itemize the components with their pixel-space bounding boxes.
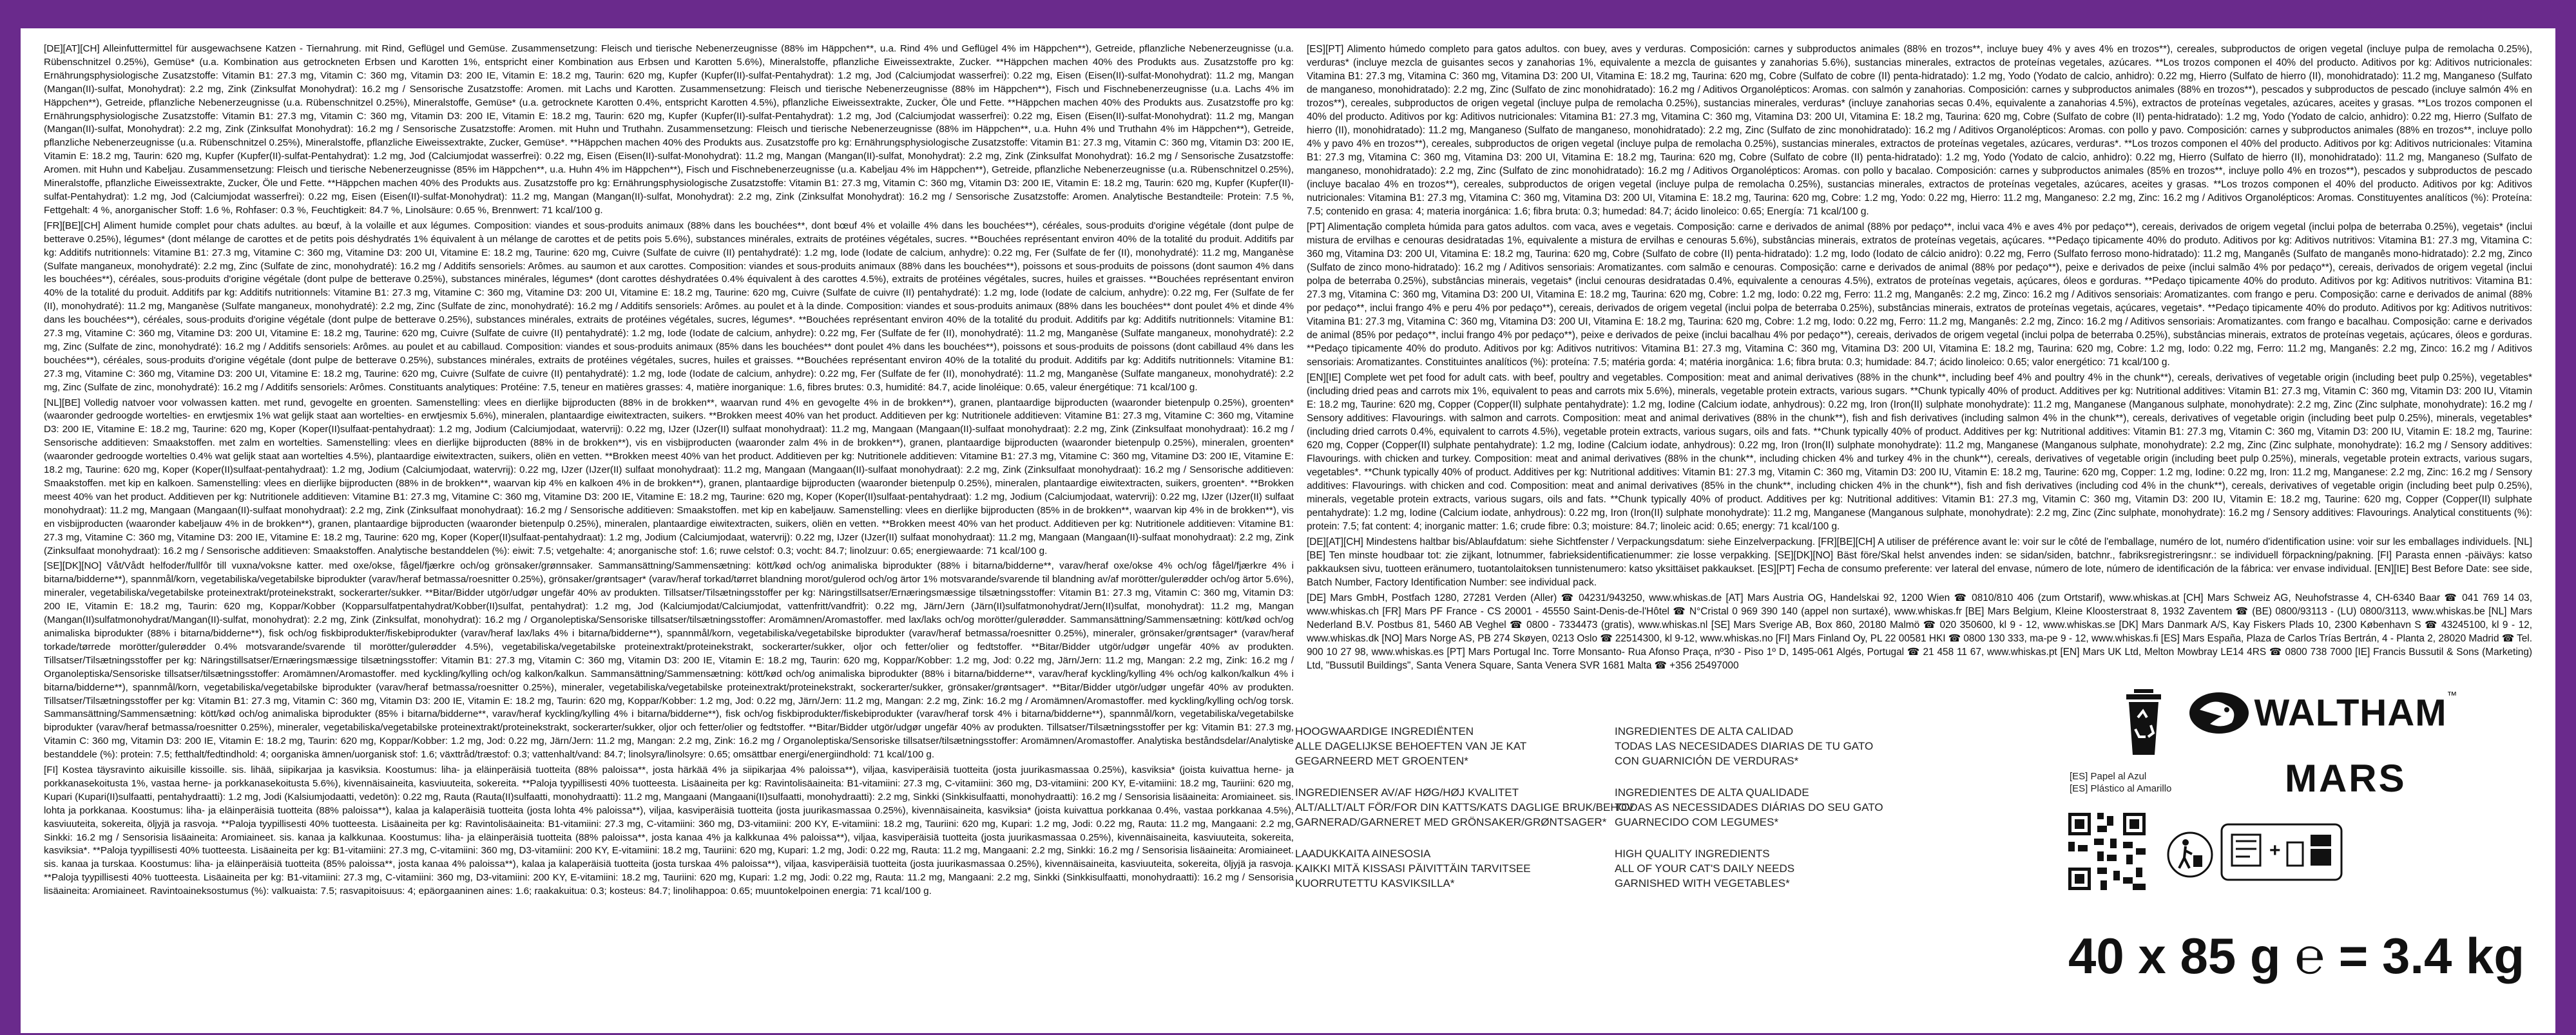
right-text-column: [1307, 43, 2532, 671]
text-block-en: [EN][IE] Complete wet pet food for adult cats. with beef, poultry and vegetables. Composition: meat and animal derivatives (88% in the chunk**, including beef 4% and poultry 4% in the chunk**), cereals, derivatives of vegetable origin (including beet pulp 0.25%), vegetables* (including dried peas and carrots mix 1%, equivalent to peas and carrots mix 5.6%), minerals, vegetable protein extracts, various sugars. **Chunk typically 40% of product. Additives per kg: Nutritional additives: Vitamin B1: 27.3 mg, Vitamin C: 360 mg, Vitamin D3: 200 IU, Vitamin E: 18.2 mg, Taurine: 620 mg, Copper (Copper(II) sulphate pentahydrate): 1.2 mg, Iodine (Calcium iodate, anhydrous): 0.22 mg, Iron (Iron(II) sulphate monohydrate): 11.2 mg, Manganese (Manganous sulphate, monohydrate): 2.2 mg, Zinc (Zinc sulphate, monohydrate): 16.2 mg / Sensory additives: Flavourings. with salmon and carrots. Composition: meat and animal derivatives (88% in the chunk**), fish and fish derivatives (including salmon 4% in the chunk**), cereals, derivatives of vegetable origin (including beet pulp 0.25%), minerals, vegetables* (including dried carrots 0.4%, equivalent to carrots 4.5%), vegetable protein extracts, various sugars, oils and fats. **Chunk typically 40% of product. Additives per kg: Nutritional additives: Vitamin B1: 27.3 mg, Vitamin C: 360 mg, Vitamin D3: 200 IU, Vitamin E: 18.2 mg, Taurine: 620 mg, Copper (Copper(II) sulphate pentahydrate): 1.2 mg, Iodine (Calcium iodate, anhydrous): 0.22 mg, Iron (Iron(II) sulphate monohydrate): 11.2 mg, Manganese (Manganous sulphate, monohydrate): 2.2 mg, Zinc (Zinc sulphate, monohydrate): 16.2 mg / Sensory additives: Flavourings. with chicken and turkey. Composition: meat and animal derivatives (88% in the chunk**, including chicken 4% and turkey 4% in the chunk**), cereals, derivatives of vegetable origin (including beet pulp 0.25%), minerals, vegetable protein extracts, various sugars, vegetables*. **Chunk typically 40% of product. Additives per kg: Nutritional additives: Vitamin B1: 27.3 mg, Vitamin C: 360 mg, Vitamin D3: 200 IU, Vitamin E: 18.2 mg, Taurine: 620 mg, Copper: 1.2 mg, Iodine: 0.22 mg, Iron: 11.2 mg, Manganese: 2.2 mg, Zinc: 16.2 mg / Sensory additives: Flavourings. with chicken and cod. Composition: meat and animal derivatives (85% in the chunk**, including chicken 4% in the chunk**), fish and fish derivatives (including cod 4% in the chunk**), cereals, derivatives of vegetable origin (including beet pulp 0.25%), minerals, vegetable protein extracts, various sugars, oils and fats. **Chunk typically 40% of product. Additives per kg: Nutritional additives: Vitamin B1: 27.3 mg, Vitamin C: 360 mg, Vitamin D3: 200 IU, Vitamin E: 18.2 mg, Taurine: 620 mg, Copper (Copper(II) sulphate pentahydrate): 1.2 mg, Iodine (Calcium iodate, anhydrous): 0.22 mg, Iron (Iron(II) sulphate monohydrate): 11.2 mg, Manganese (Manganous sulphate, monohydrate): 2.2 mg, Zinc (Zinc sulphate, monohydrate): 16.2 mg / Sensory additives: Flavourings. Analytical constituents (%): protein: 7.5; fat content: 4; inorganic matter: 1.6; crude fibre: 0.3; moisture: 84.7; linoleic acid: 0.65; energy: 71 kcal/100 g.: [1307, 372, 2532, 532]
recycling-paper-label: [ES] Papel al Azul: [2070, 771, 2147, 782]
text-block-fi: [FI] Kostea täysravinto aikuisille kissoille. sis. lihää, siipikarjaa ja kasviksia. Koostumus: liha- ja eläinperäisiä tuotteita (88% paloissa**, josta härkää 4% ja siipikarjaa 4% paloissa**), viljaa, kasviperäisiä tuotteita (josta juurikasmassaa 0.25%), kasviksia* (joista kuivattua herne- ja porkkanasekoitusta 1%, vastaa herne- ja porkkanasekoitusta 5.6%), kivennäisaineita, kasviuuteita, sokereita. **Paloja tyypillisesti 40% tuotteesta. Lisäaineita per kg: Ravintolisäaineita: B1-vitamiini: 27.3 mg, C-vitamiini: 360 mg, D3-vitamiini: 200 KY, E-vitamiini: 18.2 mg, Tauriini: 620 mg, Kupari (Kupari(II)sulfaatti, pentahydraatti): 1.2 mg, Jodi (Kalsiumjodaatti, vedetön): 0.22 mg, Rauta (Rauta(II)sulfaatti, monohydraatti): 11.2 mg, Mangaani (Mangaani(II)sulfaatti, monohydraatti): 2.2 mg, Sinkki (Sinkkisulfaatti, monohydraatti): 16.2 mg / Sensorisia lisäaineita: Aromiaineet. sis. lohta ja porkkanaa. Koostumus: liha- ja eläinperäisiä tuotteita (88% paloissa**), kalaa ja kalaperäisiä tuotteita (josta lohta 4% paloissa**), viljaa, kasviperäisiä tuotteita (josta juurikasmassaa 0.25%), kivennäisaineita, kasviksia* (joista kuivattua porkkanaa 0.4%, vastaa porkkanaa 4.5%), kasviuuteita, sokereita, öljyjä ja rasvoja. **Paloja tyypillisesti 40% tuotteesta. Lisäaineita per kg: Ravintolisäaineita: B1-vitamiini: 27.3 mg, C-vitamiini: 360 mg, D3-vitamiini: 200 KY, E-vitamiini: 18.2 mg, Tauriini: 620 mg, Kupari: 1.2 mg, Jodi: 0.22 mg, Rauta: 11.2 mg, Mangaani: 2.2 mg, Sinkki: 16.2 mg / Sensorisia lisäaineita: Aromiaineet. sis. kanaa ja kalkkunaa. Koostumus: liha- ja eläinperäisiä tuotteita (88% paloissa**, josta kanaa 4% ja kalkkunaa 4% paloissa**), viljaa, kasviperäisiä tuotteita (josta juurikasmassaa 0.25%), kivennäisaineita, kasviuuteita, sokereita, kasviksia*. **Paloja tyypillisesti 40% tuotteesta. Lisäaineita per kg: B1-vitamiini: 27.3 mg, C-vitamiini: 360 mg, D3-vitamiini: 200 KY, E-vitamiini: 18.2 mg, Tauriini: 620 mg, Kupari: 1.2 mg, Jodi: 0.22 mg, Rauta: 11.2 mg, Mangaani: 2.2 mg, Sinkki: 16.2 mg / Sensorisia lisäaineita: Aromiaineet. sis. kanaa ja turskaa. Koostumus: liha- ja eläinperäisiä tuotteita (85% paloissa**, josta kanaa 4% paloissa**), kalaa ja kalaperäisiä tuotteita (josta turskaa 4% paloissa**), viljaa, kasviperäisiä tuotteita (josta juurikasmassaa 0.25%), kivennäisaineita, kasviuuteita, sokereita, öljyjä ja rasvoja. **Paloja tyypillisesti 40% tuotteesta. Lisäaineita per kg: B1-vitamiini: 27.3 mg, C-vitamiini: 360 mg, D3-vitamiini: 200 KY, E-vitamiini: 18.2 mg, Tauriini: 620 mg, Kupari: 1.2 mg, Jodi: 0.22 mg, Rauta: 11.2 mg, Mangaani: 2.2 mg, Sinkki (Sinkkisulfaatti, monohydraatti): 16.2 mg / Sensorisia lisäaineita: Aromiaineet. Ravintoaineksostumus (%): valkuaista: 7.5; rasvapitoisuus: 4; epäorgaaninen aines: 1.6; raakakuitua: 0.3; kosteus: 84.7; linolihappoa: 0.65; muuntokelpoinen energia: 71 kcal/100 g.: [44, 764, 1294, 897]
recycling-labels: [2070, 770, 2171, 795]
benefit-line: HIGH QUALITY INGREDIENTS: [1615, 848, 1770, 860]
benefits-group: [1615, 785, 2027, 830]
estimated-sign-icon: ℮: [2294, 927, 2325, 984]
benefit-line: GARNISHED WITH VEGETABLES*: [1615, 877, 1790, 889]
waltham-wordmark: WALTHAM: [2254, 692, 2447, 734]
tidyman-icon: [2166, 831, 2214, 878]
benefit-line: INGREDIENTES DE ALTA QUALIDADE: [1615, 786, 1809, 799]
qr-code-icon: [2068, 813, 2146, 890]
benefit-line: CON GUARNICIÓN DE VERDURAS*: [1615, 755, 1799, 767]
text-block-nl: [NL][BE] Volledig natvoer voor volwassen katten. met rund, gevogelte en groenten. Samenstelling: vlees en dierlijke bijproducten (88% in de brokken**, waarvan rund 4% en gevogelte 4% in de brokken**), granen, plantaardige bijproducten (waaronder bietenpulp 0.25%), groenten* (waaronder gedroogde wortelties- en erwtjesmix 1% wat gelijk staat aan wortelties- en erwtjesmix 5.6%), mineralen, plantaardige eiwitextracten, suikers. **Brokken meest 40% van het product. Additieven per kg: Nutritionele additieven: Vitamine B1: 27.3 mg, Vitamine C: 360 mg, Vitamine D3: 200 IE, Vitamine E: 18.2 mg, Taurine: 620 mg, Koper (Koper(II)sulfaat-pentahydraat): 1.2 mg, Jodium (Calciumjodaat, watervrij): 0.22 mg, IJzer (IJzer(II) sulfaat monohydraat): 11.2 mg, Mangaan (Mangaan(II)-sulfaat monohydraat): 2.2 mg, Zink (Zinksulfaat monohydraat): 16.2 mg / Sensorische additieven: Smaakstoffen. met zalm en wortelties. Samenstelling: vlees en dierlijke bijproducten (88% in de brokken**), vis en visbijproducten (waaronder zalm 4% in de brokken**), granen, plantaardige bijproducten (waaronder bietenpulp 0.25%), mineralen, groenten* (waaronder gedroogde wortelties 0.4% wat gelijk staat aan wortelties 4.5%), plantaardige eiwitextracten, suikers, oliën en vetten. **Brokken meest 40% van het product. Additieven per kg: Nutritionele additieven: Vitamine B1: 27.3 mg, Vitamine C: 360 mg, Vitamine D3: 200 IE, Vitamine E: 18.2 mg, Taurine: 620 mg, Koper (Koper(II)sulfaat-pentahydraat): 1.2 mg, Jodium (Calciumjodaat, watervrij): 0.22 mg, IJzer (IJzer(II) sulfaat monohydraat): 11.2 mg, Mangaan (Mangaan(II)-sulfaat monohydraat): 2.2 mg, Zink (Zinksulfaat monohydraat): 16.2 mg / Sensorische additieven: Smaakstoffen. met kip en kalkoen. Samenstelling: vlees en dierlijke bijproducten (88% in de brokken**, waarvan kip 4% en kalkoen 4% in de brokken**), granen, plantaardige bijproducten (waaronder bietenpulp 0.25%), mineralen, plantaardige eiwitextracten, suikers, groenten*. **Brokken meest 40% van het product. Additieven per kg: Nutritionele additieven: Vitamine B1: 27.3 mg, Vitamine C: 360 mg, Vitamine D3: 200 IE, Vitamine E: 18.2 mg, Taurine: 620 mg, Koper (Koper(II)sulfaat-pentahydraat): 1.2 mg, Jodium (Calciumjodaat, watervrij): 0.22 mg, IJzer (IJzer(II) sulfaat monohydraat): 11.2 mg, Mangaan (Mangaan(II)-sulfaat monohydraat): 2.2 mg, Zink (Zinksulfaat monohydraat): 16.2 mg / Sensorische additieven: Smaakstoffen. met kip en kabeljauw. Samenstelling: vlees en dierlijke bijproducten (85% in de brokken**, waarvan kip 4% in de brokken**), vis en visbijproducten (waaronder kabeljauw 4% in de brokken**), granen, plantaardige bijproducten (waaronder bietenpulp 0.25%), mineralen, plantaardige eiwitextracten, suikers, oliën en vetten. **Brokken meest 40% van het product. Additieven per kg: Nutritionele additieven: Vitamine B1: 27.3 mg, Vitamine C: 360 mg, Vitamine D3: 200 IE, Vitamine E: 18.2 mg, Taurine: 620 mg, Koper (Koper(II)sulfaat-pentahydraat): 1.2 mg, Jodium (Calciumjodaat, watervrij): 0.22 mg, IJzer (IJzer(II) sulfaat monohydraat): 11.2 mg, Mangaan (Mangaan(II)-sulfaat monohydraat): 2.2 mg, Zink (Zinksulfaat monohydraat): 16.2 mg / Sensorische additieven: Smaakstoffen. Analytische bestanddelen (%): eiwit: 7.5; vetgehalte: 4; anorganische stof: 1.6; ruwe celstof: 0.3; vocht: 84.7; linolzuur: 0.65; energiewaarde: 71 kcal/100 g.: [44, 397, 1294, 556]
net-quantity: [2068, 927, 2524, 985]
waltham-emblem-icon: [2187, 690, 2251, 736]
recycle-bin-icon: [2121, 688, 2166, 759]
text-block-pt: [PT] Alimentação completa húmida para gatos adultos. com vaca, aves e vegetais. Composição: carne e derivados de animal (88% por pedaço**, inclui vaca 4% e aves 4% por pedaço**), cereais, derivados de origem vegetal (inclui polpa de beterraba 0.25%), vegetais* (inclui mistura de ervilhas e cenouras desidratadas 1%, equivalente a mistura de ervilhas e cenouras 5.6%), substâncias minerais, extratos de proteínas vegetais, açúcares. **Pedaço tipicamente 40% do produto. Aditivos por kg: Aditivos nutritivos: Vitamina B1: 27.3 mg, Vitamina C: 360 mg, Vitamina D3: 200 UI, Vitamina E: 18.2 mg, Taurina: 620 mg, Cobre (Sulfato de cobre (II) penta-hidratado): 1.2 mg, Iodo (Iodato de cálcio anidro): 0.22 mg, Ferro (Sulfato ferroso mono-hidratado): 11.2 mg, Manganês (Sulfato de manganês mono-hidratado): 2.2 mg, Zinco (Sulfato de zinco mono-hidratado): 16.2 mg / Aditivos sensoriais: Aromatizantes. com salmão e cenouras. Composição: carne e derivados de animal (88% por pedaço**), peixe e derivados de peixe (inclui salmão 4% por pedaço**), cereais, derivados de origem vegetal (inclui polpa de beterraba 0.25%), substâncias minerais, vegetais* (inclui cenouras desidratadas 0.4%, equivalente a cenouras 4.5%), extratos de proteínas vegetais, açúcares, óleos e gorduras. **Pedaço tipicamente 40% do produto. Aditivos por kg: Aditivos nutritivos: Vitamina B1: 27.3 mg, Vitamina C: 360 mg, Vitamina D3: 200 UI, Vitamina E: 18.2 mg, Taurina: 620 mg, Cobre: 1.2 mg, Iodo: 0.22 mg, Ferro: 11.2 mg, Manganês: 2.2 mg, Zinco: 16.2 mg / Aditivos sensoriais: Aromatizantes. com frango e peru. Composição: carne e derivados de animal (88% por pedaço**, inclui frango 4% e peru 4% por pedaço**), cereais, derivados de origem vegetal (inclui polpa de beterraba 0.25%), substâncias minerais, extratos de proteínas vegetais, açúcares, vegetais*. **Pedaço tipicamente 40% do produto. Aditivos por kg: Aditivos nutritivos: Vitamina B1: 27.3 mg, Vitamina C: 360 mg, Vitamina D3: 200 UI, Vitamina E: 18.2 mg, Taurina: 620 mg, Cobre: 1.2 mg, Iodo: 0.22 mg, Ferro: 11.2 mg, Manganês: 2.2 mg, Zinco: 16.2 mg / Aditivos sensoriais: Aromatizantes. com frango e bacalhau. Composição: carne e derivados de animal (85% por pedaço**, inclui frango 4% por pedaço**), peixe e derivados de peixe (inclui bacalhau 4% por pedaço**), cereais, derivados de origem vegetal (inclui polpa de beterraba 0.25%), substâncias minerais, extratos de proteínas vegetais, açúcares, óleos e gorduras. **Pedaço tipicamente 40% do produto. Aditivos por kg: Aditivos nutritivos: Vitamina B1: 27.3 mg, Vitamina C: 360 mg, Vitamina D3: 200 UI, Vitamina E: 18.2 mg, Taurina: 620 mg, Cobre: 1.2 mg, Iodo: 0.22 mg, Ferro: 11.2 mg, Manganês: 2.2 mg, Zinco: 16.2 mg / Aditivos sensoriais: Aromatizantes. Constituintes analíticos (%): proteína: 7.5; matéria gorda: 4; matéria inorgânica: 1.6; fibra bruta: 0.3; humidade: 84.7; ácido linoleico: 0.65; valor energético: 71 kcal/100 g.: [1307, 222, 2532, 368]
benefit-line: GUARNECIDO COM LEGUMES*: [1615, 816, 1779, 828]
trademark-symbol: ™: [2446, 690, 2457, 701]
benefit-line: ALLE DAGELIJKSE BEHOEFTEN VAN JE KAT: [1295, 740, 1527, 752]
recycling-plastic-label: [ES] Plástico al Amarillo: [2070, 783, 2172, 794]
net-quantity-total: = 3.4 kg: [2338, 927, 2525, 984]
sorting-info-icon: [2220, 823, 2343, 881]
net-quantity-pack: 40 x 85 g: [2068, 927, 2281, 984]
benefit-line: KUORRUTETTU KASVIKSILLA*: [1295, 877, 1455, 889]
label-sheet: [21, 28, 2555, 1033]
benefits-column-b: [1615, 724, 2027, 891]
benefit-line: KAIKKI MITÄ KISSASI PÄIVITTÄIN TARVITSEE: [1295, 862, 1531, 875]
left-text-column: [44, 43, 1294, 1009]
benefit-line: GEGARNEERD MET GROENTEN*: [1295, 755, 1468, 767]
best-before-block: [DE][AT][CH] Mindestens haltbar bis/Ablaufdatum: siehe Sichtfenster / Verpackungsdatum: siehe Einzelverpackung. [FR][BE][CH] A utiliser de préférence avant le: voir sur le côté de l'emballage, numéro de lot, numéro d'identification usine: voir sur les emballages individuels. [NL][BE] Ten minste houdbaar tot: zie zijkant, lotnummer, fabrieksidentificatienummer: zie losse verpakking. [SE][DK][NO] Bäst före/Skal helst anvendes inden: se sidan/siden, batchnr., fabriksregistreringsnr.: se individuell förpackning/pakning. [FI] Parasta ennen -päiväys: katso pakkauksen sivu, tuotteen eränumero, tuotantolaitoksen tunnistenumero: katso yksittäiset pakkaukset. [ES][PT] Fecha de consumo preferente: ver lateral del envase, número de lote, número de identificación de la fábrica: ver envase individual. [EN][IE] Best Before Date: see side, Batch Number, Factory Identification Number: see individual pack.: [1307, 536, 2532, 588]
benefit-line: HOOGWAARDIGE INGREDIËNTEN: [1295, 725, 1474, 737]
svg-text:+: +: [2269, 840, 2281, 861]
text-block-se-dk-no: [SE][DK][NO] Våt/Vådt helfoder/fullfôr till vuxna/voksne katter. med oxe/okse, fågel/fjærkre och/og grönsaker/grønnsaker. Sammansättning/Sammensætning: kött/kød och/og animaliska biprodukter (88% i bitarna/bidderne**, varav/heraf oxe/okse 4% och/og fågel/fjærkre 4% i bitarna/bidderne**), spannmål/korn, vegetabiliska/vegetabilske biprodukter (varav/heraf betmassa/roesnitter 0.25%), grönsaker/grøntsager* (varav/heraf torkad/tørret blandning morot/gulerod och/og ärtor 1% motsvarande/svarende til blandning av/af morötter/gulerødder och/og ärtor 5.6%), mineraler, vegetabiliska/vegetabilske proteinextrakt/proteinekstrakt, sockerarter/sukker. **Bitar/Bidder utgör/udgør ungefär 40% av produkten. Tillsatser/Tilsætningsstoffer per kg: Näringstillsatser/Ernæringsmæssige tilsætningsstoffer: Vitamin B1: 27.3 mg, Vitamin C: 360 mg, Vitamin D3: 200 IE, Vitamin E: 18.2 mg, Taurin: 620 mg, Koppar/Kobber (Kopparsulfatpentahydrat/Kobber(II)sulfat, pentahydrat): 1.2 mg, Jod (Kalciumjodat/Calciumjodat, vattenfritt/vandfrit): 0.22 mg, Järn/Jern (Järn(II)sulfatmonohydrat/Jern(II)sulfat, monohydrat): 11.2 mg, Mangan (Mangan(II)sulfatmonohydrat/Mangan(II)-sulfat, monohydrat): 2.2 mg, Zink (Zinksulfat, monohydrat): 16.2 mg / Organoleptiska/Sensoriske tillsatser/tilsætningsstoffer: Aromämnen/Aromastoffer. med lax/laks och/og morötter/gulerødder. Sammansättning/Sammensætning: kött/kød och/og animaliska biprodukter (88% i bitarna/bidderne**), fisk och/og fiskbiprodukter/fiskebiprodukter (varav/heraf lax/laks 4% i bitarna/bidderne**), spannmål/korn, vegetabiliska/vegetabilske biprodukter (varav/heraf betmassa/roesnitter 0.25%), mineraler, grönsaker/grøntsager* (varav/heraf torkade/tørrede morötter/gulerødder 0.4% motsvarande/svarende til morötter/gulerødder 4.5%), vegetabiliska/vegetabilske proteinextrakt/proteinekstrakt, sockerarter/sukker, oljor och fetter/olier og fedtstoffer. **Bitar/Bidder utgör/udgør ungefär 40% av produkten. Tillsatser/Tilsætningsstoffer per kg: Näringstillsatser/Ernæringsmæssige tilsætningsstoffer: Vitamin B1: 27.3 mg, Vitamin C: 360 mg, Vitamin D3: 200 IE, Vitamin E: 18.2 mg, Taurin: 620 mg, Koppar/Kobber: 1.2 mg, Jod: 0.22 mg, Järn/Jern: 11.2 mg, Mangan: 2.2 mg, Zink: 16.2 mg / Organoleptiska/Sensoriske tillsatser/tilsætningsstoffer: Aromämnen/Aromastoffer. med kyckling/kylling och/og kalkon/kalkun. Sammansättning/Sammensætning: kött/kød och/og animaliska biprodukter (88% i bitarna/bidderne**, varav/heraf kyckling/kylling 4% och/og kalkon/kalkun 4% i bitarna/bidderne**), spannmål/korn, vegetabiliska/vegetabilske biprodukter (varav/heraf betmassa/roesnitter 0.25%), mineraler, vegetabiliska/vegetabilske proteinextrakt/proteinekstrakt, sockerarter/sukker, grönsaker/grøntsager*. **Bitar/Bidder utgör/udgør ungefär 40% av produkten. Tillsatser/Tilsætningsstoffer per kg: Vitamin B1: 27.3 mg, Vitamin C: 360 mg, Vitamin D3: 200 IE, Vitamin E: 18.2 mg, Taurin: 620 mg, Koppar/Kobber: 1.2 mg, Jod: 0.22 mg, Järn/Jern: 11.2 mg, Mangan: 2.2 mg, Zink: 16.2 mg / Aromämnen/Aromastoffer. med kyckling/kylling och/og torsk. Sammansättning/Sammensætning: kött/kød och/og animaliska biprodukter (85% i bitarna/bidderne**, varav/heraf kyckling/kylling 4% i bitarna/bidderne**), fisk och/og fiskbiprodukter/fiskebiprodukter (varav/heraf torsk 4% i bitarna/bidderne**), spannmål/korn, vegetabiliska/vegetabilske biprodukter (varav/heraf betmassa/roesnitter 0.25%), mineraler, vegetabiliska/vegetabilske proteinextrakt/proteinekstrakt, sockerarter/sukker, oljor och fetter/olier og fedtstoffer. **Bitar/Bidder utgör/udgør ungefär 40% av produkten. Tillsatser/Tilsætningsstoffer per kg: Vitamin B1: 27.3 mg, Vitamin C: 360 mg, Vitamin D3: 200 IE, Vitamin E: 18.2 mg, Taurin: 620 mg, Koppar/Kobber: 1.2 mg, Jod: 0.22 mg, Järn/Jern: 11.2 mg, Mangan: 2.2 mg, Zink: 16.2 mg / Organoleptiska/Sensoriske tillsatser/tilsætningsstoffer: Aromämnen/Aromastoffer. Analytiska beståndsdelar/Analytiske bestanddele (%): protein: 7.5; fetthalt/fedtindhold: 4; oorganiska ämnen/uorganisk stof: 1.6; växttråd/træstof: 0.3; vattenhalt/vand: 84.7; linolsyra/linolsyre: 0.65; omsättbar energi/energiindhold: 71 kcal/100 g.: [44, 560, 1294, 761]
benefit-line: TODAS AS NECESSIDADES DIÁRIAS DO SEU GATO: [1615, 801, 1883, 813]
benefit-line: INGREDIENTES DE ALTA CALIDAD: [1615, 725, 1794, 737]
mars-logo: MARS: [2285, 757, 2407, 800]
text-block-es: [ES][PT] Alimento húmedo completo para gatos adultos. con buey, aves y verduras. Composición: carnes y subproductos animales (88% en trozos**, incluye buey 4% y aves 4% en trozos**), cereales, subproductos de origen vegetal (incluye pulpa de remolacha 0.25%), verduras* (incluye mezcla de guisantes secos y zanahorias 1%, equivalente a mezcla de guisantes y zanahorias 5.6%), sustancias minerales, extractos de proteínas vegetales, azúcares. **Los trozos componen el 40% del producto. Aditivos por kg: Aditivos nutricionales: Vitamina B1: 27.3 mg, Vitamina C: 360 mg, Vitamina D3: 200 UI, Vitamina E: 18.2 mg, Taurina: 620 mg, Cobre (Sulfato de cobre (II) penta-hidratado): 1.2 mg, Yodo (Yodato de calcio, anhidro): 0.22 mg, Hierro (Sulfato de hierro (II), monohidratado): 11.2 mg, Manganeso (Sulfato de manganeso, monohidratado): 2.2 mg, Zinc (Sulfato de zinc monohidratado): 16.2 mg / Aditivos Organolépticos: Aromas. con salmón y zanahorias. Composición: carnes y subproductos animales (88% en trozos**), pescados y subproductos de pescado (incluye salmón 4% en trozos**), cereales, subproductos de origen vegetal (incluye pulpa de remolacha 0.25%), sustancias minerales, verduras* (incluye zanahorias secas 0.4%, equivalente a zanahorias 4.5%), extractos de proteínas vegetales, azúcares, aceites y grasas. **Los trozos componen el 40% del producto. Aditivos por kg: Aditivos nutricionales: Vitamina B1: 27.3 mg, Vitamina C: 360 mg, Vitamina D3: 200 UI, Vitamina E: 18.2 mg, Taurina: 620 mg, Cobre (Sulfato de cobre (II) penta-hidratado): 1.2 mg, Yodo (Yodato de calcio, anhidro): 0.22 mg, Hierro (Sulfato de hierro (II), monohidratado): 11.2 mg, Manganeso (Sulfato de manganeso, monohidratado): 2.2 mg, Zinc (Sulfato de zinc monohidratado): 16.2 mg / Aditivos Organolépticos: Aromas. con pollo y pavo. Composición: carnes y subproductos animales (88% en trozos**, incluye pollo 4% y pavo 4% en trozos**), cereales, subproductos de origen vegetal (incluye pulpa de remolacha 0.25%), sustancias minerales, extractos de proteínas vegetales, azúcares, verduras*. **Los trozos componen el 40% del producto. Aditivos por kg: Aditivos nutricionales: Vitamina B1: 27.3 mg, Vitamina C: 360 mg, Vitamina D3: 200 UI, Vitamina E: 18.2 mg, Taurina: 620 mg, Cobre (Sulfato de cobre (II) penta-hidratado): 1.2 mg, Yodo (Yodato de calcio, anhidro): 0.22 mg, Hierro (Sulfato de hierro (II), monohidratado): 11.2 mg, Manganeso (Sulfato de manganeso, monohidratado): 2.2 mg, Zinc (Sulfato de zinc monohidratado): 16.2 mg / Aditivos Organolépticos: Aromas. con pollo y bacalao. Composición: carnes y subproductos animales (85% en trozos**, incluye pollo 4% en trozos**), pescados y subproductos de pescado (incluye bacalao 4% en trozos**), cereales, subproductos de origen vegetal (incluye pulpa de remolacha 0.25%), sustancias minerales, extractos de proteínas vegetales, azúcares, aceites y grasas. **Los trozos componen el 40% del producto. Aditivos por kg: Aditivos nutricionales: Vitamina B1: 27.3 mg, Vitamina C: 360 mg, Vitamina D3: 200 UI, Vitamina E: 18.2 mg, Taurina: 620 mg, Cobre: 1.2 mg, Yodo: 0.22 mg, Hierro: 11.2 mg, Manganeso: 2.2 mg, Zinc: 16.2 mg / Aditivos Organolépticos: Aromas. Constituyentes analíticos (%): Proteína: 7.5; contenido en grasa: 4; materia inorgánica: 1.6; fibra bruta: 0.3; humedad: 84.7; ácido linoleico: 0.65; Energía: 71 kcal/100 g.: [1307, 44, 2532, 217]
text-block-de: [DE][AT][CH] Alleinfuttermittel für ausgewachsene Katzen - Tiernahrung. mit Rind, Geflügel und Gemüse. Zusammensetzung: Fleisch und tierische Nebenerzeugnisse (88% im Häppchen**, u.a. Rind 4% und Geflügel 4% im Häppchen**), Getreide, pflanzliche Nebenerzeugnisse (u.a. Rübenschnitzel 0.25%), Gemüse* (u.a. Kombination aus getrockneten Erbsen und Karotten 1%, entspricht einer Kombination aus Erbsen und Karotten 5.6%), Mineralstoffe, pflanzliche Eiweissextrakte, Zucker. **Häppchen machen 40% des Produkts aus. Zusatzstoffe pro kg: Ernährungsphysiologische Zusatzstoffe: Vitamin B1: 27.3 mg, Vitamin C: 360 mg, Vitamin D3: 200 IE, Vitamin E: 18.2 mg, Taurin: 620 mg, Kupfer (Kupfer(II)-sulfat-Pentahydrat): 1.2 mg, Jod (Calciumjodat wasserfrei): 0.22 mg, Eisen (Eisen(II)-sulfat-Monohydrat): 11.2 mg, Mangan (Mangan(II)-sulfat, Monohydrat): 2.2 mg, Zink (Zinksulfat Monohydrat): 16.2 mg / Sensorische Zusatzstoffe: Aromen. mit Lachs und Karotten. Zusammensetzung: Fleisch und tierische Nebenerzeugnisse (88% im Häppchen**), Fisch und Fischnebenerzeugnisse (u.a. Lachs 4% im Häppchen**), Getreide, pflanzliche Nebenerzeugnisse (u.a. Rübenschnitzel 0.25%), Mineralstoffe, Gemüse* (u.a. getrocknete Karotten 0.4%, entspricht Karotten 4.5%), pflanzliche Eiweissextrakte, Zucker, Öle und Fette. **Häppchen machen 40% des Produkts aus. Zusatzstoffe pro kg: Ernährungsphysiologische Zusatzstoffe: Vitamin B1: 27.3 mg, Vitamin C: 360 mg, Vitamin D3: 200 IE, Vitamin E: 18.2 mg, Taurin: 620 mg, Kupfer (Kupfer(II)-sulfat-Pentahydrat): 1.2 mg, Jod (Calciumjodat wasserfrei): 0.22 mg, Eisen (Eisen(II)-sulfat-Monohydrat): 11.2 mg, Mangan (Mangan(II)-sulfat, Monohydrat): 2.2 mg, Zink (Zinksulfat Monohydrat): 16.2 mg / Sensorische Zusatzstoffe: Aromen. mit Huhn und Truthahn. Zusammensetzung: Fleisch und tierische Nebenerzeugnisse (88% im Häppchen**, u.a. Huhn 4% und Truthahn 4% im Häppchen**), Getreide, pflanzliche Nebenerzeugnisse (u.a. Rübenschnitzel 0.25%), Mineralstoffe, pflanzliche Eiweissextrakte, Zucker, Gemüse*. **Häppchen machen 40% des Produkts aus. Zusatzstoffe pro kg: Ernährungsphysiologische Zusatzstoffe: Vitamin B1: 27.3 mg, Vitamin C: 360 mg, Vitamin D3: 200 IE, Vitamin E: 18.2 mg, Taurin: 620 mg, Kupfer (Kupfer(II)-sulfat-Pentahydrat): 1.2 mg, Jod (Calciumjodat wasserfrei): 0.22 mg, Eisen (Eisen(II)-sulfat-Monohydrat): 11.2 mg, Mangan (Mangan(II)-sulfat, Monohydrat): 2.2 mg, Zink (Zinksulfat Monohydrat): 16.2 mg / Sensorische Zusatzstoffe: Aromen. mit Huhn und Kabeljau. Zusammensetzung: Fleisch und tierische Nebenerzeugnisse (85% im Häppchen**, u.a. Huhn 4% im Häppchen**), Fisch und Fischnebenerzeugnisse (u.a. Kabeljau 4% im Häppchen**), Getreide, pflanzliche Nebenerzeugnisse (u.a. Rübenschnitzel 0.25%), Mineralstoffe, pflanzliche Eiweissextrakte, Zucker, Öle und Fette. **Häppchen machen 40% des Produkts aus. Zusatzstoffe pro kg: Ernährungsphysiologische Zusatzstoffe: Vitamin B1: 27.3 mg, Vitamin C: 360 mg, Vitamin D3: 200 IE, Vitamin E: 18.2 mg, Taurin: 620 mg, Kupfer (Kupfer(II)-sulfat-Pentahydrat): 1.2 mg, Jod (Calciumjodat wasserfrei): 0.22 mg, Eisen (Eisen(II)-sulfat-Monohydrat): 11.2 mg, Mangan (Mangan(II)-sulfat, Monohydrat): 2.2 mg, Zink (Zinksulfat Monohydrat): 16.2 mg / Sensorische Zusatzstoffe: Aromen. Analytische Bestandteile: Protein: 7.5 %, Fettgehalt: 4 %, anorganischer Stoff: 1.6 %, Rohfaser: 0.3 %, Feuchtigkeit: 84.7 %, Linolsäure: 0.65 %, Brennwert: 71 kcal/100 g.: [44, 43, 1294, 216]
benefit-line: TODAS LAS NECESIDADES DIARIAS DE TU GATO: [1615, 740, 1874, 752]
manufacturer-addresses: [DE] Mars GmbH, Postfach 1280, 27281 Verden (Aller) ☎ 04231/943250, www.whiskas.de [AT] Mars Austria OG, Handelskai 92, 1200 Wien ☎ 0810/810 406 (zum Ortstarif), www.whiskas.at [CH] Mars Schweiz AG, Neuhofstrasse 4, CH-6340 Baar ☎ 041 769 14 03, www.whiskas.ch [FR] Mars PF France - CS 20001 - 45550 Saint-Denis-de-l'Hôtel ☎ N°Cristal 0 969 390 140 (appel non surtaxé), www.whiskas.fr [BE] Mars Belgium, Kleine Kloosterstraat 8, 1932 Zaventem ☎ (BE) 0800/93113 - (LU) 0800/3113, www.whiskas.be [NL] Mars Nederland B.V. Postbus 81, 5460 AB Veghel ☎ 0800 - 7334473 (gratis), www.whiskas.nl [SE] Mars Sverige AB, Box 860, 20180 Malmö ☎ 020 350600, kl 9 - 12, www.whiskas.se [DK] Mars Danmark A/S, Kay Fiskers Plads 10, 2300 København S ☎ 43245100, kl 9 - 12, www.whiskas.dk [NO] Mars Norge AS, PB 274 Skøyen, 0213 Oslo ☎ 22514300, kl 9-12, www.whiskas.no [FI] Mars Finland Oy, PL 22 00581 HKI ☎ 0800 130 333, ma-pe 9 - 12, www.whiskas.fi [ES] Mars España, Plaza de Carlos Trías Bertrán, 4 - Planta 2, 28020 Madrid ☎ Tel. 900 10 27 98, www.whiskas.es [PT] Mars Portugal Inc. Torre Monsanto- Rua Afonso Praça, nº30 - Piso 1º D, 1495-061 Algés, Portugal ☎ 21 458 11 67, www.whiskas.pt [EN] Mars UK Ltd, Melton Mowbray LE14 4RS ☎ 0800 738 7000 [IE] Francis Bussutil & Sons (Marketing) Ltd, "Bussutil Buildings", Santa Venera Square, Santa Venera SVR 1681 Malta ☎ +356 25497000: [1307, 593, 2532, 671]
benefit-line: INGREDIENSER AV/AF HØG/HØJ KVALITET: [1295, 786, 1519, 799]
benefits-group: [1615, 724, 2027, 768]
benefit-line: ALT/ALLT/ALT FÖR/FOR DIN KATTS/KATS DAGLIGE BRUK/BEHOV: [1295, 801, 1635, 813]
benefit-line: GARNERAD/GARNERET MED GRÖNSAKER/GRØNTSAGER*: [1295, 816, 1607, 828]
benefit-line: ALL OF YOUR CAT'S DAILY NEEDS: [1615, 862, 1795, 875]
text-block-fr: [FR][BE][CH] Aliment humide complet pour chats adultes. au bœuf, à la volaille et aux légumes. Composition: viandes et sous-produits animaux (88% dans les bouchées**, dont bœuf 4% et volaille 4% dans les bouchées**), céréales, sous-produits d'origine végétale (dont pulpe de betterave 0.25%), légumes* (dont mélange de carottes et de petits pois déshydratés 1% équivalent à un mélange de carottes et de petits pois 5.6%), substances minérales, extraits de protéines végétales, sucres. **Bouchées représentant environ 40% de la totalité du produit. Additifs par kg: Additifs nutritionnels: Vitamine B1: 27.3 mg, Vitamine C: 360 mg, Vitamine D3: 200 UI, Vitamine E: 18.2 mg, Taurine: 620 mg, Cuivre (Sulfate de cuivre (II) pentahydraté): 1.2 mg, Iode (Iodate de calcium, anhydre): 0.22 mg, Fer (Sulfate de fer (II), monohydraté): 11.2 mg, Manganèse (Sulfate manganeux, monohydraté): 2.2 mg, Zinc (Sulfate de zinc, monohydraté): 16.2 mg / Additifs sensoriels: Arômes. au saumon et aux carottes. Composition: viandes et sous-produits animaux (88% dans les bouchées**), poissons et sous-produits de poissons (dont saumon 4% dans les bouchées**), céréales, sous-produits d'origine végétale (dont pulpe de betterave 0.25%), substances minérales, légumes* (dont carottes déshydratées 0.4% équivalent à des carottes 4.5%), extraits de protéines végétales, sucres, huiles et graisses. **Bouchées représentant environ 40% de la totalité du produit. Additifs par kg: Additifs nutritionnels: Vitamine B1: 27.3 mg, Vitamine C: 360 mg, Vitamine D3: 200 UI, Vitamine E: 18.2 mg, Taurine: 620 mg, Cuivre (Sulfate de cuivre (II) pentahydraté): 1.2 mg, Iode (Iodate de calcium, anhydre): 0.22 mg, Fer (Sulfate de fer (II), monohydraté): 11.2 mg, Manganèse (Sulfate manganeux, monohydraté): 2.2 mg, Zinc (Sulfate de zinc, monohydraté): 16.2 mg / Additifs sensoriels: Arômes. au poulet et à la dinde. Composition: viandes et sous-produits animaux (88% dans les bouchées** dont poulet 4% et dinde 4% dans les bouchées**), céréales, sous-produits d'origine végétale (dont pulpe de betterave 0.25%), substances minérales, extraits de protéines végétales, sucres, légumes*. **Bouchées représentant environ 40% de la totalité du produit. Additifs par kg: Additifs nutritionnels: Vitamine B1: 27.3 mg, Vitamine C: 360 mg, Vitamine D3: 200 UI, Vitamine E: 18.2 mg, Taurine: 620 mg, Cuivre (Sulfate de cuivre (II) pentahydraté): 1.2 mg, Iode (Iodate de calcium, anhydre): 0.22 mg, Fer (Sulfate de fer (II), monohydraté): 11.2 mg, Manganèse (Sulfate manganeux, monohydraté): 2.2 mg, Zinc (Sulfate de zinc, monohydraté): 16.2 mg / Additifs sensoriels: Arômes. au poulet et au cabillaud. Composition: viandes et sous-produits animaux (85% dans les bouchées** dont poulet 4% dans les bouchées**), poissons et sous-produits de poissons (dont cabillaud 4% dans les bouchées**), céréales, sous-produits d'origine végétale (dont pulpe de betterave 0.25%), substances minérales, extraits de protéines végétales, sucres, huiles et graisses. **Bouchées représentant environ 40% de la totalité du produit. Additifs par kg: Additifs nutritionnels: Vitamine B1: 27.3 mg, Vitamine C: 360 mg, Vitamine D3: 200 UI, Vitamine E: 18.2 mg, Taurine: 620 mg, Cuivre (Sulfate de cuivre (II) pentahydraté): 1.2 mg, Iode (Iodate de calcium, anhydre): 0.22 mg, Fer (Sulfate de fer (II), monohydraté): 11.2 mg, Manganèse (Sulfate manganeux, monohydraté): 2.2 mg, Zinc (Sulfate de zinc, monohydraté): 16.2 mg / Additifs sensoriels: Arômes. Constituants analytiques: Protéine: 7.5, teneur en matières grasses: 4, matière inorganique: 1.6, fibres brutes: 0.3, humidité: 84.7, acide linoléique: 0.65, valeur énergétique: 71 kcal/100 g.: [44, 220, 1294, 393]
benefit-line: LAADUKKAITA AINESOSIA: [1295, 848, 1431, 860]
waltham-logo: [2187, 690, 2457, 736]
benefits-group: [1615, 846, 2027, 891]
